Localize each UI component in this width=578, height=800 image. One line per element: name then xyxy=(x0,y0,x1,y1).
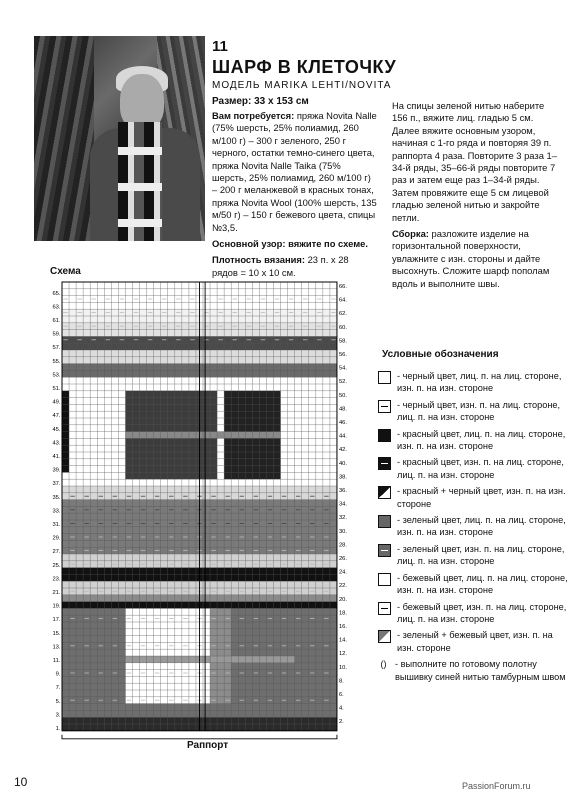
row-label-left: 19. xyxy=(52,603,61,610)
row-label-left: 17. xyxy=(52,617,61,624)
pattern-title: ШАРФ В КЛЕТОЧКУ xyxy=(212,57,397,77)
row-label-right: 40. xyxy=(338,460,348,467)
row-label-right: 8. xyxy=(338,678,344,685)
row-label-right: 52. xyxy=(338,379,348,386)
row-label-left: 31. xyxy=(52,522,61,528)
row-label-right: 24. xyxy=(338,569,348,576)
row-label-right: 38. xyxy=(338,474,348,481)
row-label-left: 29. xyxy=(52,535,61,542)
row-label-right: 12. xyxy=(338,651,348,658)
row-label-left: 5. xyxy=(55,698,61,705)
assembly-text: разложите изделие на горизонтальной поверхности, увлажните с изн. стороны и дайте высохнуть. Сложите шарф пополам вдоль и выполните швы. xyxy=(392,228,550,289)
pattern-text: вяжите по схеме. xyxy=(288,238,368,250)
row-label-right: 18. xyxy=(338,610,348,617)
page-number: 10 xyxy=(14,775,28,789)
row-label-left: 51. xyxy=(52,386,61,392)
row-label-left: 33. xyxy=(52,508,61,515)
legend-title: Условные обозначения xyxy=(382,349,499,360)
legend-item xyxy=(378,370,568,395)
row-label-right: 50. xyxy=(338,392,348,399)
row-label-left: 21. xyxy=(52,590,61,596)
black-dash-square-icon xyxy=(378,457,391,470)
row-label-right: 2. xyxy=(338,719,344,726)
row-label-left: 65. xyxy=(52,290,61,297)
black-square-icon xyxy=(378,429,391,442)
legend-item xyxy=(378,428,568,453)
legend-text: - красный цвет, изн. п. на лиц. стороне, лиц. п. на изн. стороне xyxy=(397,457,564,480)
dash-square-icon xyxy=(378,400,391,413)
density-text: 23 п. х 28 рядов = 10 х 10 см. xyxy=(212,254,349,278)
legend-text: - зеленый + бежевый цвет, изн. п. на изн. стороне xyxy=(397,630,553,653)
dash-square-icon xyxy=(378,602,391,615)
model-credit: МОДЕЛЬ MARIKA LEHTI/NOVITA xyxy=(212,80,392,91)
density-paragraph xyxy=(212,254,377,279)
row-label-left: 13. xyxy=(52,644,61,651)
pattern-number: 11 xyxy=(212,38,228,55)
row-label-left: 7. xyxy=(55,685,61,692)
row-label-right: 46. xyxy=(338,420,348,426)
legend-text: - бежевый цвет, изн. п. на лиц. стороне, лиц. п. на изн. стороне xyxy=(397,601,567,624)
size-info: Размер: 33 х 153 см xyxy=(212,96,309,107)
legend-item xyxy=(378,514,568,539)
row-label-right: 54. xyxy=(338,365,348,372)
row-label-left: 59. xyxy=(52,331,61,338)
row-label-left: 57. xyxy=(52,345,61,352)
row-label-right: 4. xyxy=(338,705,344,712)
row-label-left: 53. xyxy=(52,372,61,379)
legend-text: - бежевый цвет, лиц. п. на лиц. стороне, изн. п. на изн. стороне xyxy=(397,572,568,596)
row-label-right: 48. xyxy=(338,406,348,413)
row-label-right: 56. xyxy=(338,352,348,358)
diagonal-square-icon xyxy=(378,486,391,499)
legend-item xyxy=(378,572,568,597)
legend-item xyxy=(378,658,568,683)
legend-item xyxy=(378,543,568,568)
row-label-left: 9. xyxy=(55,671,61,678)
row-label-left: 45. xyxy=(52,426,61,433)
row-label-left: 47. xyxy=(52,413,61,420)
row-label-left: 43. xyxy=(52,440,61,447)
row-label-right: 58. xyxy=(338,338,348,345)
row-label-right: 10. xyxy=(338,664,348,671)
density-label: Плотность вязания: xyxy=(212,254,305,266)
row-label-left: 1. xyxy=(55,726,61,732)
knitting-chart xyxy=(48,278,368,740)
rapport-bracket xyxy=(62,735,337,739)
row-label-right: 6. xyxy=(338,692,344,698)
legend-text: - зеленый цвет, лиц. п. на лиц. стороне, изн. п. на изн. стороне xyxy=(397,515,566,538)
row-label-left: 27. xyxy=(52,549,61,556)
legend-item xyxy=(378,601,568,626)
row-label-right: 26. xyxy=(338,556,348,562)
legend-text: - черный цвет, изн. п. на лиц. стороне, лиц. п. на изн. стороне xyxy=(397,399,561,423)
legend-text: - зеленый цвет, изн. п. на лиц. стороне, лиц. п. на изн. стороне xyxy=(397,543,565,567)
gray-dash-square-icon xyxy=(378,544,391,557)
legend-item xyxy=(378,629,568,654)
schema-label: Схема xyxy=(50,266,81,277)
white-square-icon xyxy=(378,371,391,384)
row-label-left: 3. xyxy=(55,712,61,719)
legend-text: - красный + черный цвет, изн. п. на изн. стороне xyxy=(397,486,566,509)
row-label-left: 49. xyxy=(52,399,61,406)
model-photo xyxy=(34,36,205,241)
row-label-left: 37. xyxy=(52,481,61,488)
gray-square-icon xyxy=(378,515,391,528)
materials-column xyxy=(212,110,377,283)
pattern-paragraph xyxy=(212,238,377,250)
materials-paragraph xyxy=(212,110,377,234)
row-label-right: 32. xyxy=(338,515,348,522)
row-label-left: 61. xyxy=(52,318,61,324)
row-label-right: 44. xyxy=(338,433,348,440)
pattern-label: Основной узор: xyxy=(212,238,286,250)
row-label-left: 35. xyxy=(52,494,61,501)
legend-text: - черный цвет, лиц. п. на лиц. стороне, изн. п. на изн. стороне xyxy=(397,371,562,394)
row-label-left: 15. xyxy=(52,630,61,637)
row-label-right: 14. xyxy=(338,637,348,644)
legend-item xyxy=(378,456,568,481)
row-label-right: 30. xyxy=(338,528,348,535)
row-label-left: 63. xyxy=(52,304,61,311)
row-label-right: 22. xyxy=(338,583,348,590)
rapport-label: Раппорт xyxy=(187,740,229,751)
row-label-left: 55. xyxy=(52,358,61,365)
legend-text: - выполните по готовому полотну вышивку синей нитью тамбурным швом xyxy=(395,659,566,682)
row-label-right: 28. xyxy=(338,542,348,549)
row-label-right: 34. xyxy=(338,501,348,508)
legend-item xyxy=(378,399,568,424)
row-label-right: 20. xyxy=(338,596,348,603)
legend-text: - красный цвет, лиц. п. на лиц. стороне, изн. п. на изн. стороне xyxy=(397,428,566,452)
row-label-right: 66. xyxy=(338,284,348,290)
row-label-right: 62. xyxy=(338,311,348,318)
row-label-left: 41. xyxy=(52,454,61,460)
legend xyxy=(378,370,568,687)
diagonal-gray-square-icon xyxy=(378,630,391,643)
legend-item xyxy=(378,485,568,510)
row-label-right: 16. xyxy=(338,624,348,630)
materials-label: Вам потребуется: xyxy=(212,110,295,121)
white-square-icon xyxy=(378,573,391,586)
instructions-paragraph: На спицы зеленой нитью наберите 156 п., вяжите лиц. гладью 5 см. Далее вяжите основным узором, начиная с 1-го ряда и повторяя 39 п. раппорта 4 раза. Повторите 3 раза 1–34-й ряды, 35–66-й ряды повторите 7 раз и затем еще раз 1–34-й ряды. Затем провяжите еще 5 см лицевой гладью зеленой нитью и закройте петли. xyxy=(392,100,557,223)
row-label-right: 64. xyxy=(338,297,348,304)
row-label-right: 36. xyxy=(338,488,348,494)
materials-text: пряжа Novita Nalle (75% шерсть, 25% полиамид, 260 м/100 г) – 300 г зеленого, 250 г черного, остатки темно-синего цвета, пряжа Novita Nalle Taika (75% шерсть, 25% полиамид, 260 м/100 г) – 200 г меланжевой в красных тонах, пряжа Novita Wool (100% шерсть, 135 м/50 г) – 150 г бежевого цвета, спицы №3,5. xyxy=(212,110,377,233)
row-label-left: 25. xyxy=(52,562,61,569)
watermark: PassionForum.ru xyxy=(462,781,531,791)
assembly-label: Сборка: xyxy=(392,228,429,240)
row-label-right: 60. xyxy=(338,324,348,331)
row-label-left: 39. xyxy=(52,467,61,474)
row-label-right: 42. xyxy=(338,447,348,454)
row-label-left: 23. xyxy=(52,576,61,583)
parenthesis-icon: () xyxy=(380,659,387,670)
row-label-left: 11. xyxy=(52,658,61,664)
assembly-paragraph xyxy=(392,228,560,290)
instructions-column xyxy=(392,100,560,294)
